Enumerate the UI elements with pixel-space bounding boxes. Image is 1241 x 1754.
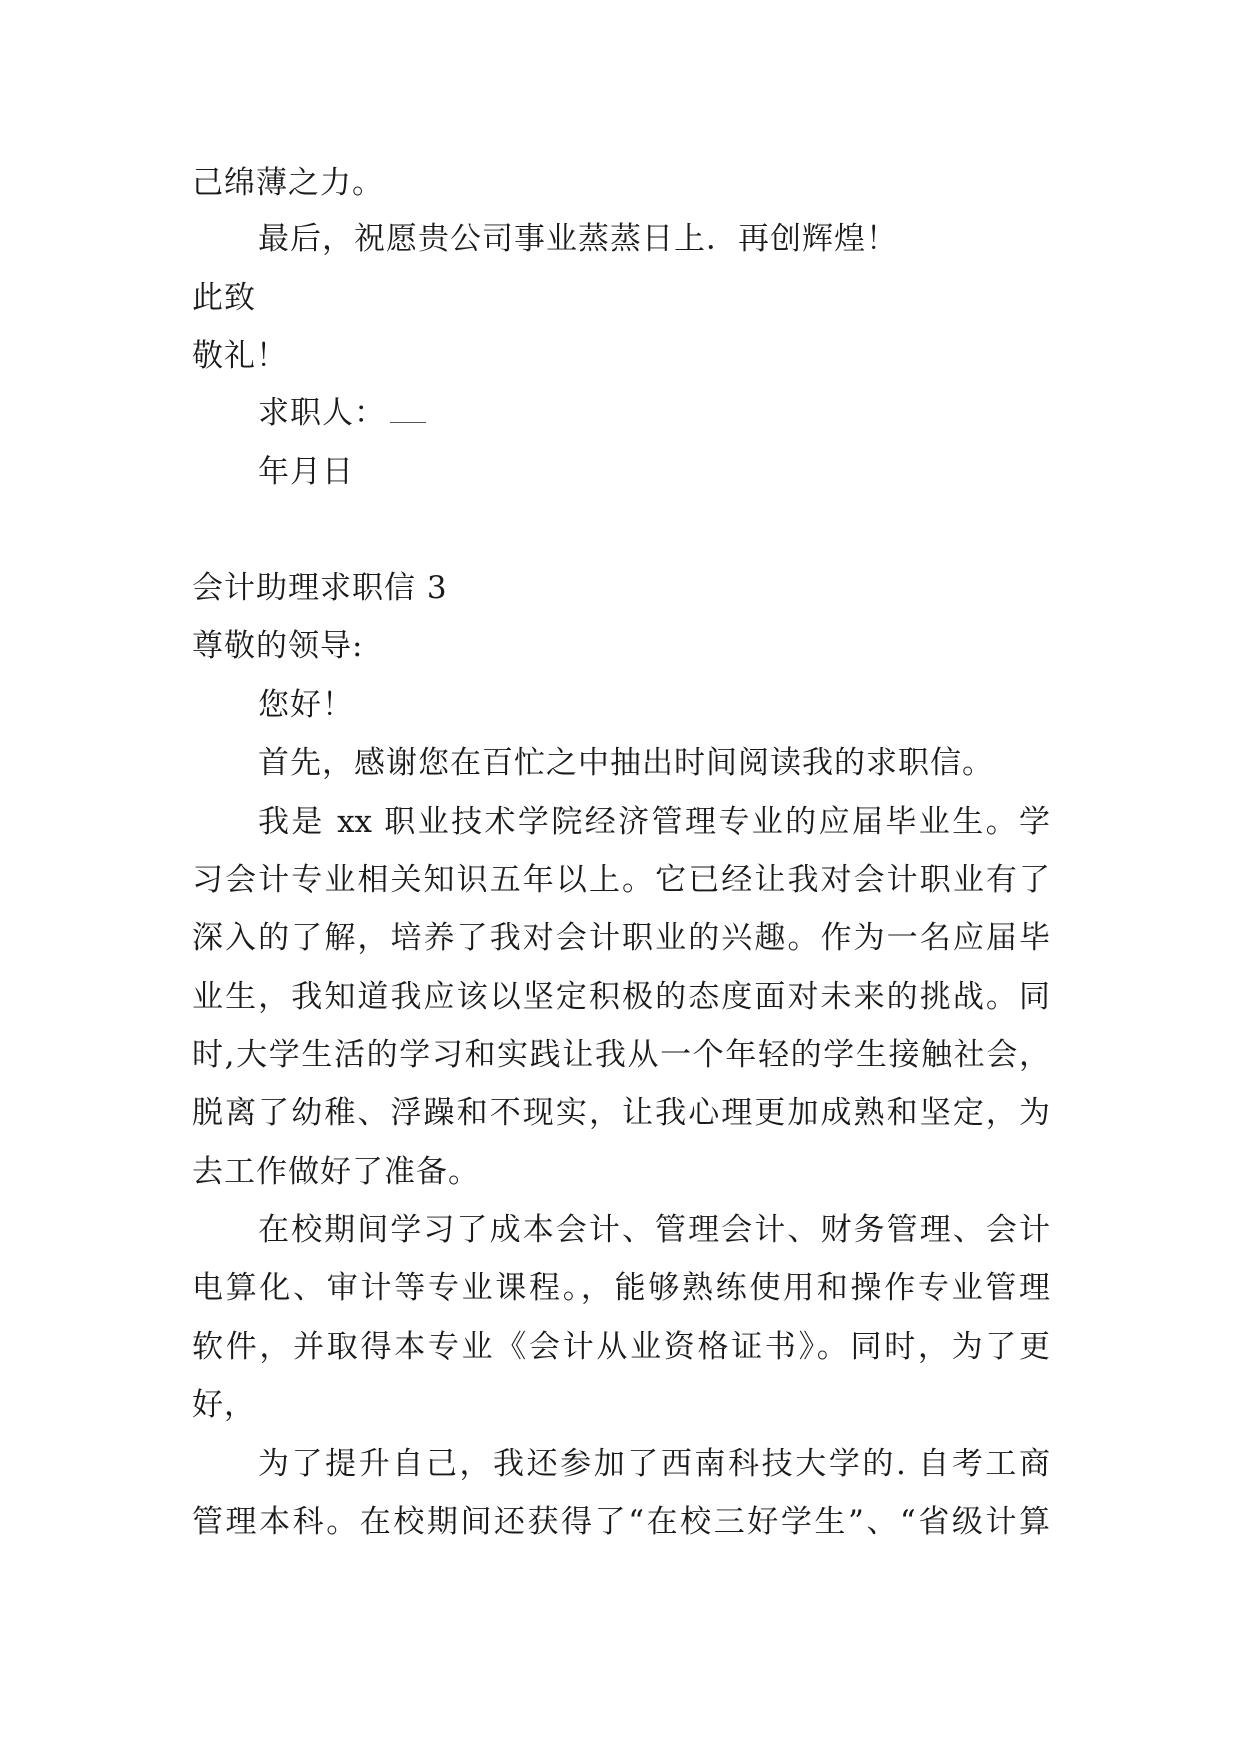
intro-line: 首先，感谢您在百忙之中抽出时间阅读我的求职信。 [258, 745, 994, 781]
para3-line: 为了提升自己，我还参加了西南科技大学的. 自考工商 [258, 1446, 1050, 1482]
para2-line: 在校期间学习了成本会计、管理会计、财务管理、会计 [258, 1212, 1050, 1248]
closing-cizhi: 此致 [192, 280, 256, 316]
closing-wishes: 最后，祝愿贵公司事业蒸蒸日上．再创辉煌！ [258, 221, 898, 257]
para1-line: 去工作做好了准备。 [192, 1154, 480, 1190]
date-line: 年月日 [258, 454, 354, 490]
closing-line-1: 己绵薄之力。 [192, 165, 384, 201]
para2-line: 软件，并取得本专业《会计从业资格证书》。同时，为了更 [192, 1329, 1050, 1365]
salutation: 尊敬的领导: [192, 628, 364, 664]
para1-line: 我是 xx 职业技术学院经济管理专业的应届毕业生。学 [258, 804, 1050, 840]
para1-line: 习会计专业相关知识五年以上。它已经让我对会计职业有了 [192, 862, 1050, 898]
para2-line: 电算化、审计等专业课程。，能够熟练使用和操作专业管理 [192, 1270, 1050, 1306]
para1-line: 脱离了幼稚、浮躁和不现实，让我心理更加成熟和坚定，为 [192, 1095, 1050, 1131]
signer-label: 求职人： [258, 395, 386, 431]
signer-blank [390, 398, 426, 423]
para3-line: 管理本科。在校期间还获得了“在校三好学生”、“省级计算 [192, 1504, 1050, 1540]
para2-line: 好， [192, 1387, 256, 1423]
closing-jingli: 敬礼！ [192, 338, 288, 374]
para1-line: 时,大学生活的学习和实践让我从一个年轻的学生接触社会， [192, 1037, 1050, 1073]
para1-line: 业生，我知道我应该以坚定积极的态度面对未来的挑战。同 [192, 979, 1050, 1015]
signer-line [258, 393, 426, 433]
greeting: 您好！ [258, 687, 354, 723]
letter-heading: 会计助理求职信 3 [192, 570, 448, 606]
para1-line: 深入的了解，培养了我对会计职业的兴趣。作为一名应届毕 [192, 920, 1050, 956]
